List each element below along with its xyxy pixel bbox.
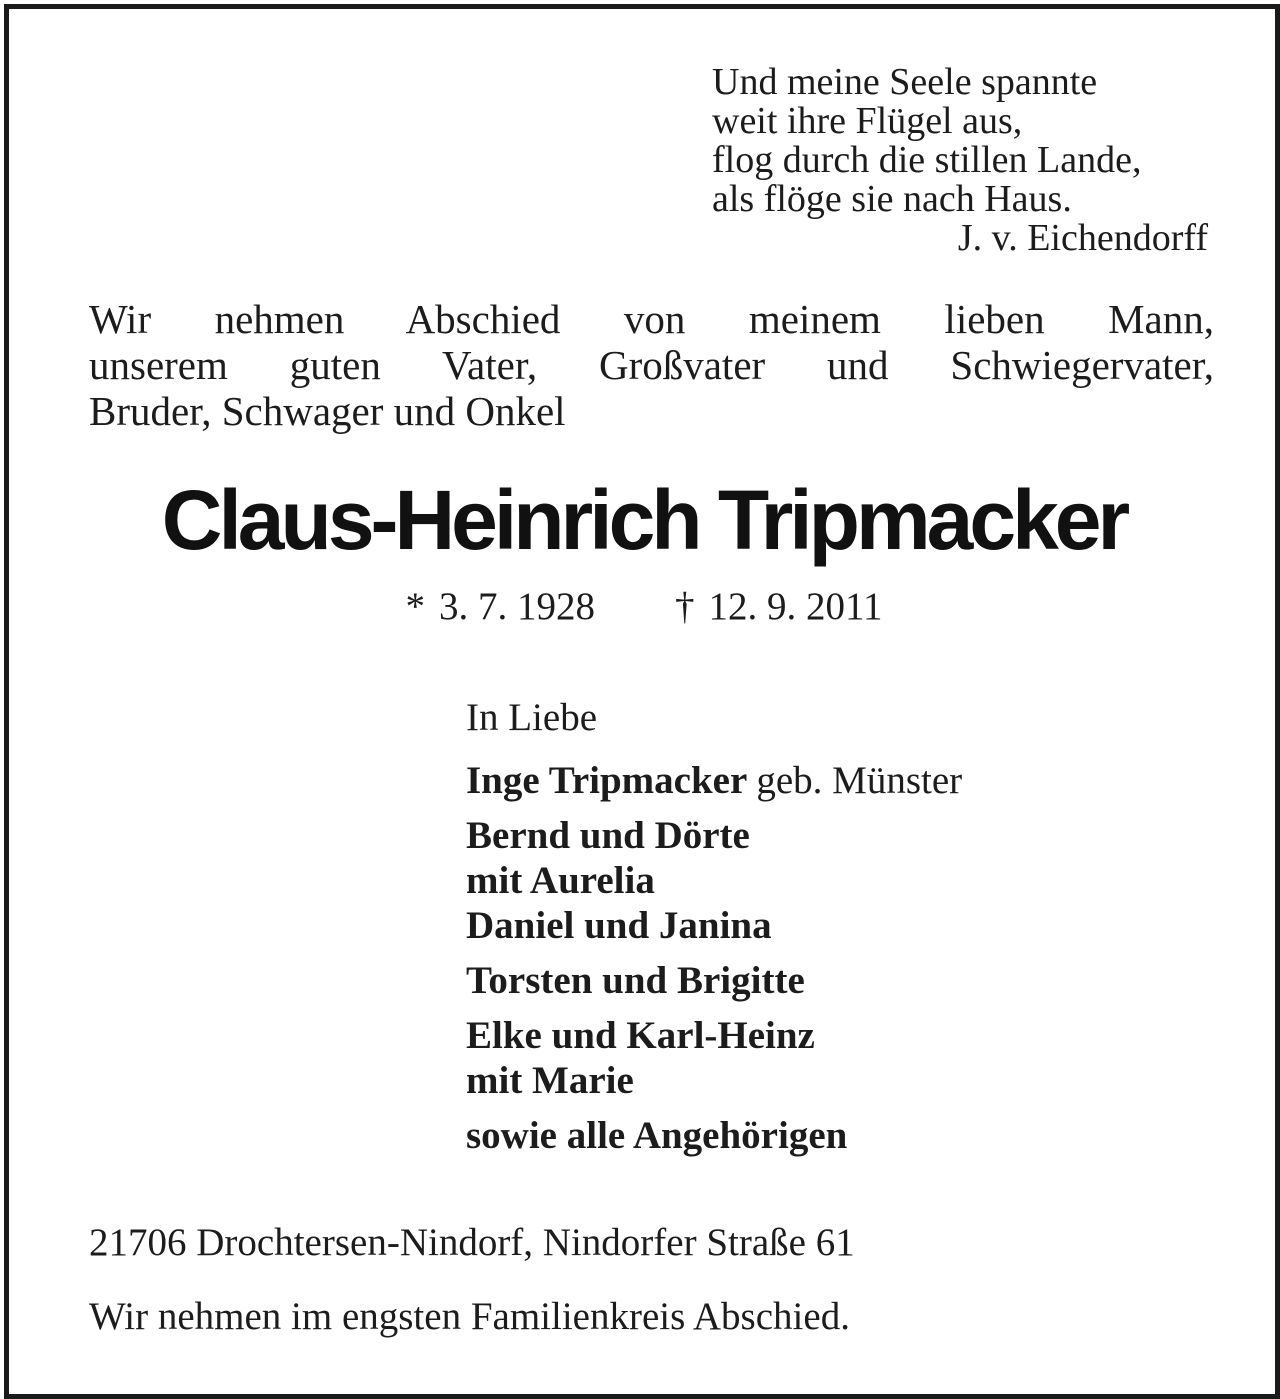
death-symbol: †: [674, 585, 695, 628]
poem-author: J. v. Eichendorff: [957, 217, 1208, 259]
address: 21706 Drochtersen-Nindorf, Nindorfer Straße 61: [89, 1221, 855, 1264]
birth-symbol: *: [405, 585, 425, 628]
widow-maiden-name: geb. Münster: [756, 759, 963, 802]
family-member: sowie alle Angehörigen: [466, 1114, 848, 1157]
family-member: Elke und Karl-Heinz: [466, 1014, 815, 1057]
family-member: Bernd und Dörte: [466, 814, 750, 857]
intro-line: Bruder, Schwager und Onkel: [89, 388, 566, 434]
poem-line: Und meine Seele spannte: [712, 61, 1098, 103]
poem-line: weit ihre Flügel aus,: [712, 100, 1023, 142]
family-group: [466, 813, 1246, 948]
family-member: [466, 758, 1246, 803]
family-group: [466, 1113, 1246, 1158]
family-member: mit Aurelia: [466, 859, 655, 902]
family-signatures: [466, 695, 1246, 1168]
intro-line: unserem guten Vater, Großvater und Schwiegervater,: [89, 342, 1214, 388]
in-love-label: In Liebe: [466, 696, 598, 739]
obituary-notice: [4, 4, 1280, 1399]
life-dates: [9, 584, 1279, 630]
family-group: [466, 1013, 1246, 1103]
intro-line: Wir nehmen Abschied von meinem lieben Mann,: [89, 296, 1214, 342]
family-group: [466, 958, 1246, 1003]
poem-line: als flöge sie nach Haus.: [712, 178, 1072, 220]
death-date: 12. 9. 2011: [708, 585, 883, 628]
family-member: Torsten und Brigitte: [466, 959, 805, 1002]
widow-name: Inge Tripmacker: [466, 759, 747, 802]
family-member: Daniel und Janina: [466, 904, 772, 947]
poem-quote: [712, 63, 1212, 258]
birth-date: 3. 7. 1928: [438, 585, 595, 628]
family-group-widow: [466, 758, 1246, 803]
intro-text: [89, 296, 1214, 434]
poem-line: flog durch die stillen Lande,: [712, 139, 1142, 181]
deceased-name: Claus-Heinrich Tripmacker: [161, 473, 1127, 567]
family-member: mit Marie: [466, 1059, 634, 1102]
closing-note: Wir nehmen im engsten Familienkreis Abschied.: [89, 1295, 850, 1338]
